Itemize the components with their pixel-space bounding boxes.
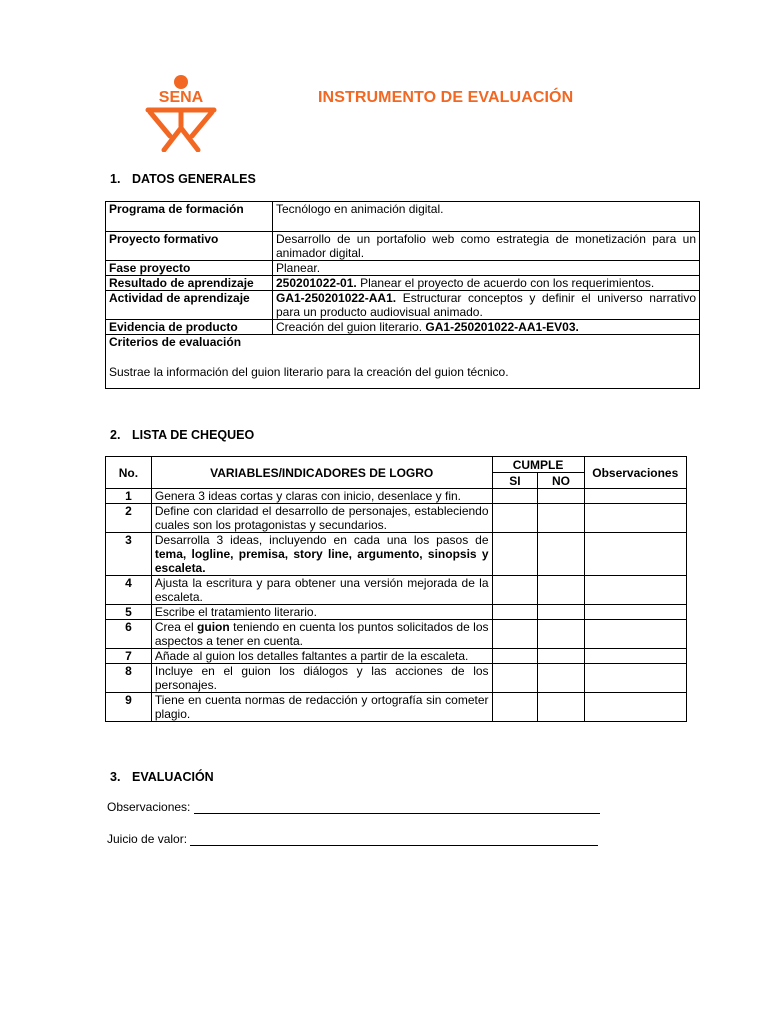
table-row: Actividad de aprendizaje GA1-250201022-AA1. Estructurar conceptos y definir el universo narrativo para un producto audiovisual animado. (106, 291, 700, 320)
table-row: 2 Define con claridad el desarrollo de personajes, estableciendo cuales son los protagonistas y secundarios. (106, 504, 687, 533)
si-cell[interactable] (492, 649, 538, 664)
observaciones-cell[interactable] (584, 693, 686, 722)
table-row: 6 Crea el guion teniendo en cuenta los puntos solicitados de los aspectos a tener en cuenta. (106, 620, 687, 649)
observaciones-cell[interactable] (584, 504, 686, 533)
observaciones-field (107, 800, 600, 814)
no-cell[interactable] (538, 693, 584, 722)
no-cell[interactable] (538, 504, 584, 533)
table-row: Programa de formación Tecnólogo en animación digital. (106, 202, 700, 232)
no-cell[interactable] (538, 649, 584, 664)
no-cell[interactable] (538, 664, 584, 693)
si-cell[interactable] (492, 489, 538, 504)
table-row: Resultado de aprendizaje 250201022-01. Planear el proyecto de acuerdo con los requerimientos. (106, 276, 700, 291)
no-cell[interactable] (538, 576, 584, 605)
criterios-value: Sustrae la información del guion literario para la creación del guion técnico. (109, 365, 509, 379)
sena-logo (142, 72, 220, 152)
table-row: Evidencia de producto Creación del guion literario. GA1-250201022-AA1-EV03. (106, 320, 700, 335)
observaciones-cell[interactable] (584, 664, 686, 693)
checklist-table (105, 456, 687, 722)
no-cell[interactable] (538, 605, 584, 620)
section-datos-generales-heading: 1. DATOS GENERALES (110, 172, 256, 186)
no-cell[interactable] (538, 489, 584, 504)
si-cell[interactable] (492, 576, 538, 605)
juicio-field (107, 832, 598, 846)
table-row: 8 Incluye en el guion los diálogos y las acciones de los personajes. (106, 664, 687, 693)
juicio-label: Juicio de valor: (107, 832, 188, 846)
col-indicadores-header: VARIABLES/INDICADORES DE LOGRO (151, 457, 492, 489)
table-row: 9 Tiene en cuenta normas de redacción y ortografía sin cometer plagio. (106, 693, 687, 722)
observaciones-cell[interactable] (584, 533, 686, 576)
criterios-label: Criterios de evaluación (109, 335, 242, 349)
observaciones-cell[interactable] (584, 605, 686, 620)
datos-generales-table (105, 201, 700, 389)
si-cell[interactable] (492, 605, 538, 620)
table-row: 7 Añade al guion los detalles faltantes a partir de la escaleta. (106, 649, 687, 664)
col-si-header: SI (492, 473, 538, 489)
col-cumple-header: CUMPLE (492, 457, 584, 473)
observaciones-line[interactable] (194, 800, 600, 814)
col-no-cumple-header: NO (538, 473, 584, 489)
si-cell[interactable] (492, 533, 538, 576)
observaciones-cell[interactable] (584, 620, 686, 649)
document-title: INSTRUMENTO DE EVALUACIÓN (318, 89, 574, 106)
si-cell[interactable] (492, 693, 538, 722)
table-row: 3 Desarrolla 3 ideas, incluyendo en cada una los pasos de tema, logline, premisa, story line, argumento, sinopsis y escaleta. (106, 533, 687, 576)
table-row: Proyecto formativo Desarrollo de un portafolio web como estrategia de monetización para un animador digital. (106, 232, 700, 261)
section-lista-chequeo-heading: 2. LISTA DE CHEQUEO (110, 428, 255, 442)
table-row: Fase proyecto Planear. (106, 261, 700, 276)
si-cell[interactable] (492, 664, 538, 693)
si-cell[interactable] (492, 620, 538, 649)
observaciones-cell[interactable] (584, 489, 686, 504)
observaciones-cell[interactable] (584, 649, 686, 664)
table-row: 1 Genera 3 ideas cortas y claras con inicio, desenlace y fin. (106, 489, 687, 504)
logo-text: SENA (158, 89, 204, 106)
si-cell[interactable] (492, 504, 538, 533)
no-cell[interactable] (538, 533, 584, 576)
table-row (106, 335, 700, 389)
col-observaciones-header: Observaciones (584, 457, 686, 489)
observaciones-cell[interactable] (584, 576, 686, 605)
observaciones-label: Observaciones: (107, 800, 191, 814)
no-cell[interactable] (538, 620, 584, 649)
section-evaluacion-heading: 3. EVALUACIÓN (110, 770, 214, 784)
juicio-line[interactable] (190, 832, 598, 846)
table-row: 4 Ajusta la escritura y para obtener una versión mejorada de la escaleta. (106, 576, 687, 605)
col-no-header: No. (106, 457, 152, 489)
table-row: 5 Escribe el tratamiento literario. (106, 605, 687, 620)
